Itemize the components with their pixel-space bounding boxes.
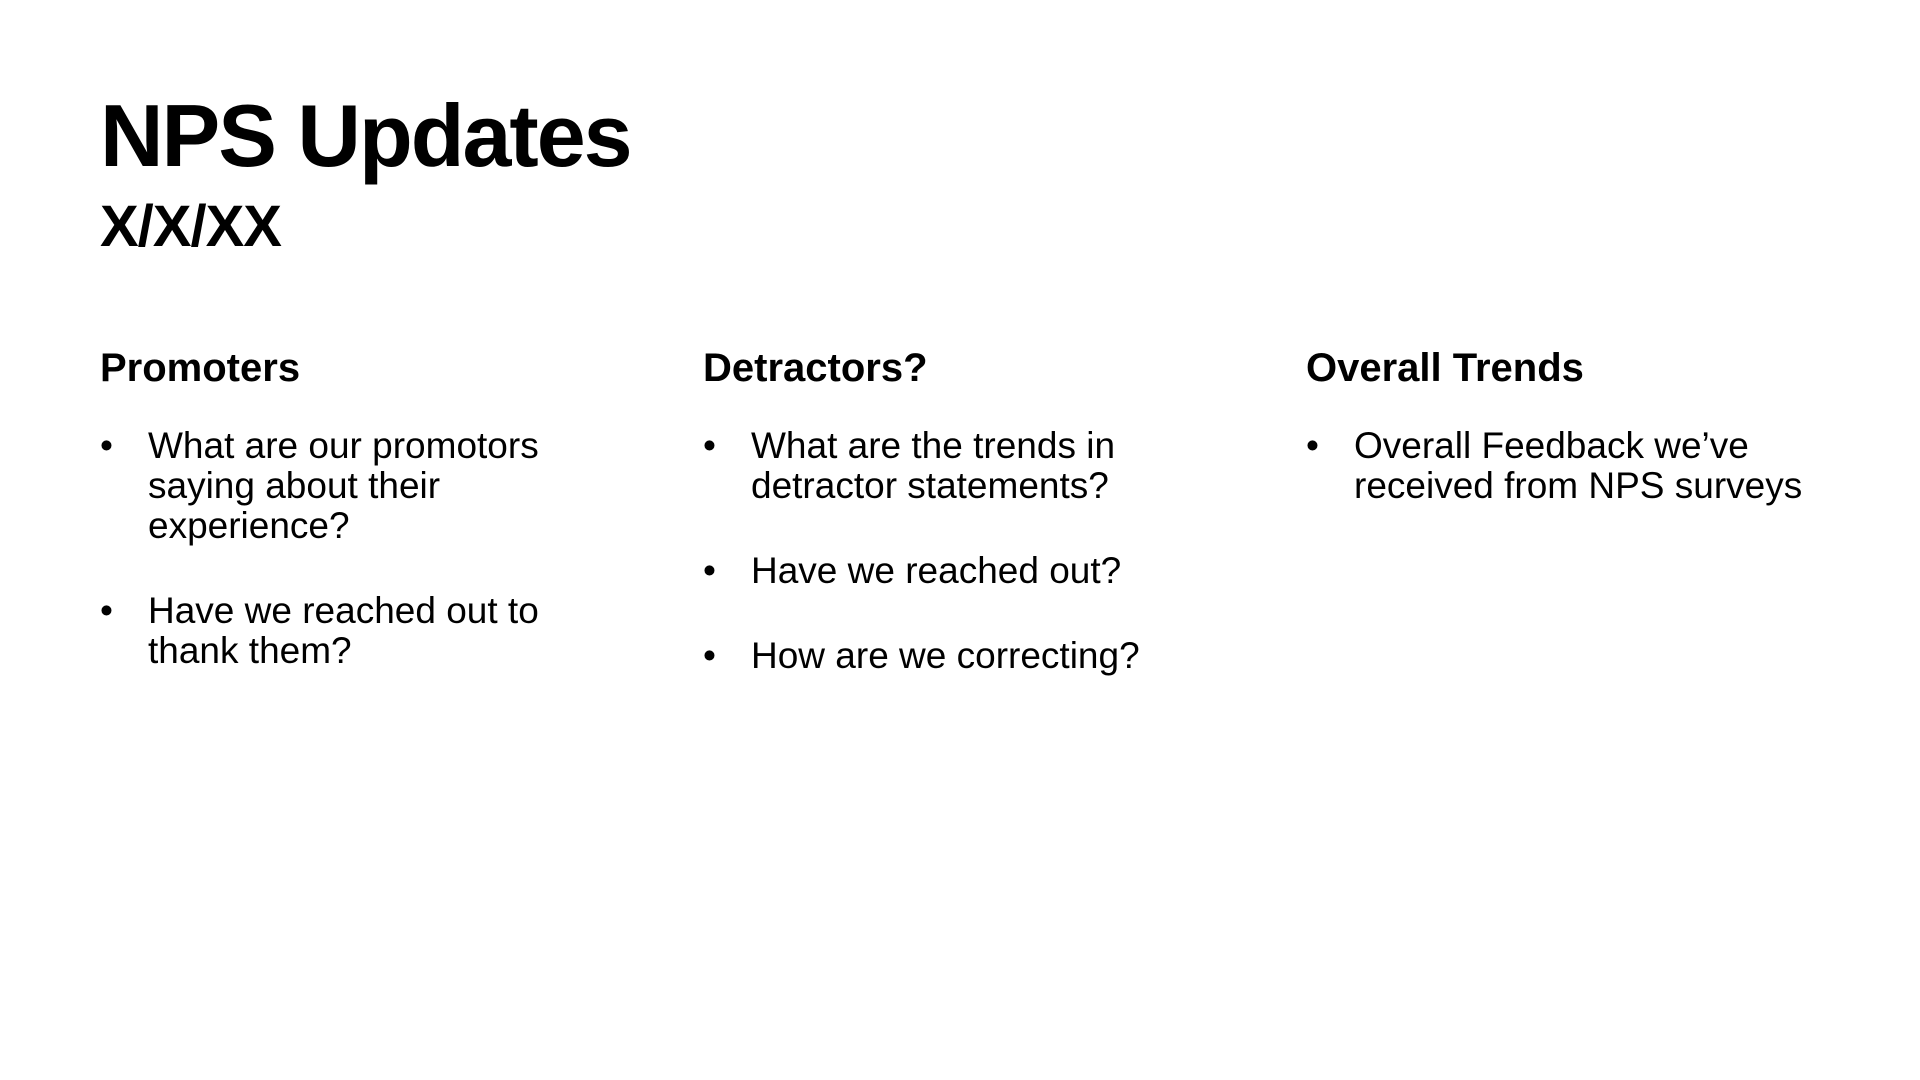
bullet-glyph: • [100,425,113,466]
bullet-text: What are our promotors saying about their experience? [148,425,539,546]
bullet-item [703,636,1223,676]
bullet-item [703,551,1223,591]
bullet-text: Overall Feedback we’ve received from NPS surveys [1354,425,1803,506]
bullet-item [100,591,620,671]
bullet-text: What are the trends in detractor statements? [751,425,1116,506]
bullet-glyph: • [703,635,716,676]
bullet-text: Have we reached out to thank them? [148,590,539,671]
column-detractors [703,344,1223,721]
column-heading: Detractors? [703,346,928,390]
bullet-list [1306,426,1826,506]
bullet-glyph: • [703,425,716,466]
bullet-glyph: • [703,550,716,591]
column-promoters [100,344,620,716]
bullet-text: Have we reached out? [751,550,1122,591]
bullet-item [1306,426,1826,506]
bullet-glyph: • [100,590,113,631]
bullet-list [100,426,620,671]
column-heading: Promoters [100,346,301,390]
bullet-item [100,426,620,546]
column-overall-trends [1306,344,1826,551]
slide-title: NPS Updates [100,86,631,185]
column-heading: Overall Trends [1306,346,1584,390]
slide-subtitle: X/X/XX [100,194,281,259]
bullet-list [703,426,1223,676]
bullet-text: How are we correcting? [751,635,1140,676]
bullet-glyph: • [1306,425,1319,466]
bullet-item [703,426,1223,506]
